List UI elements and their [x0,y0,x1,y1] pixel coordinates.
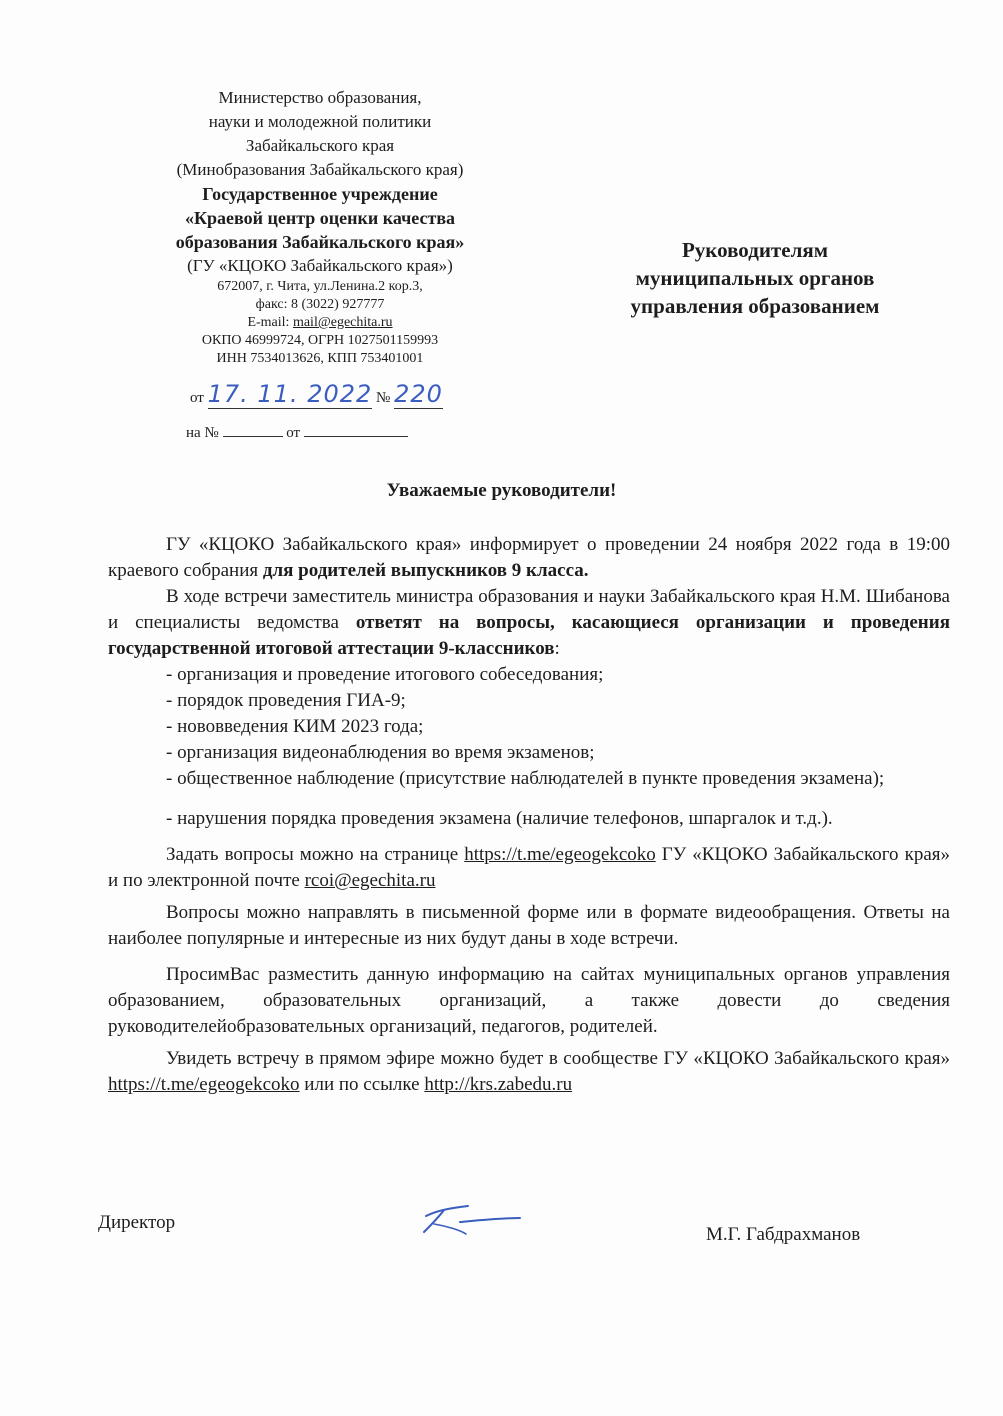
letterhead-line: (Минобразования Забайкальского края) [176,160,464,179]
paragraph-text: : [554,638,560,659]
topic-list-item: - нарушения порядка проведения экзамена (наличие телефонов, шпаргалок и т.д.). [166,808,833,829]
recipient-line: муниципальных органов [635,266,875,290]
salutation: Уважаемые руководители! [386,480,617,501]
letterhead-line: Забайкальского края [245,136,395,155]
paragraph-broadcast [108,1046,950,1098]
handwritten-date: 17. 11. 2022 [207,380,373,408]
paragraph-question-format: Вопросы можно направлять в письменной форме или в формате видеообращения. Ответы на наиболее популярные и интересные из них будут даны в ходе встречи. [108,902,950,949]
handwritten-number: 220 [394,380,443,408]
paragraph-bold-text: ответят на вопросы, касающиеся организации и проведения государственной итоговой аттестации 9-классников [108,612,950,659]
reply-from-label: от [286,425,301,441]
topic-list-item: - организация видеонаблюдения во время экзаменов; [166,742,595,763]
org-short-name: (ГУ «КЦОКО Забайкальского края») [187,256,453,275]
topic-list-item: - порядок проведения ГИА-9; [166,690,406,711]
paragraph-topics-intro [108,584,950,662]
reply-number-blank [223,424,283,437]
from-label: от [190,390,204,406]
signatory-name: М.Г. Габдрахманов [706,1224,861,1245]
telegram-link[interactable]: https://t.me/egeogekcoko [108,1074,300,1095]
telegram-link[interactable]: https://t.me/egeogekcoko [464,844,656,865]
org-name-line: Государственное учреждение [202,184,438,204]
paragraph-text: Увидеть встречу в прямом эфире можно будет в сообществе ГУ «КЦОКО Забайкальского края» [166,1048,950,1069]
number-label: № [376,390,391,406]
signature-row [98,1212,898,1252]
letter-body [108,532,950,1098]
paragraph-bold-text: для родителей выпускников 9 класса. [262,560,589,581]
org-name-line: «Краевой центр оценки качества [184,208,456,228]
handwritten-signature [416,1200,526,1240]
recipient-line: Руководителям [681,238,829,262]
letterhead-line: науки и молодежной политики [208,112,432,131]
signatory-position: Директор [98,1212,176,1233]
paragraph-questions [108,842,950,894]
email-link[interactable]: mail@egechita.ru [292,315,393,330]
org-fax: факс: 8 (3022) 927777 [255,297,385,312]
paragraph-announcement [108,532,950,584]
paragraph-text: или по ссылке [299,1074,425,1095]
topic-list-item: - нововведения КИМ 2023 года; [166,716,424,737]
org-email-line [140,314,500,332]
reply-label: на № [186,425,219,441]
paragraph-request: ПросимВас разместить данную информацию на сайтах муниципальных органов управления образованием, образовательных организаций, а также довести до сведения руководителейобразовательных организаций, педагогов, родителей. [108,964,950,1037]
reply-date-blank [304,424,408,437]
email-label: E-mail: [247,315,293,330]
org-inn-kpp: ИНН 7534013626, КПП 753401001 [216,351,424,366]
website-link[interactable]: http://krs.zabedu.ru [424,1074,573,1095]
recipient-block [600,236,910,320]
letterhead-line: Министерство образования, [218,88,422,107]
letterhead [140,86,500,368]
recipient-line: управления образованием [630,294,880,318]
reference-line [190,380,443,409]
topic-list-item: - общественное наблюдение (присутствие наблюдателей в пункте проведения экзамена); [166,768,885,789]
paragraph-text: Задать вопросы можно на странице [166,844,465,865]
paragraph-text: ГУ «КЦОКО Забайкальского края» и по электронной почте [108,844,950,891]
org-name-line: образования Забайкальского края» [175,232,465,252]
paragraph-text: В ходе встречи заместитель министра образования и науки Забайкальского края Н.М. Шибанова и специалисты ведомства [108,586,950,633]
email-link[interactable]: rcoi@egechita.ru [304,870,436,891]
org-okpo-ogrn: ОКПО 46999724, ОГРН 1027501159993 [201,333,439,348]
paragraph-text: ГУ «КЦОКО Забайкальского края» информирует о проведении 24 ноября 2022 года в 19:00 краевого собрания [108,534,950,581]
topic-list-item: - организация и проведение итогового собеседования; [166,664,604,685]
org-address: 672007, г. Чита, ул.Ленина.2 кор.3, [217,279,423,294]
reply-reference-line [186,424,408,442]
